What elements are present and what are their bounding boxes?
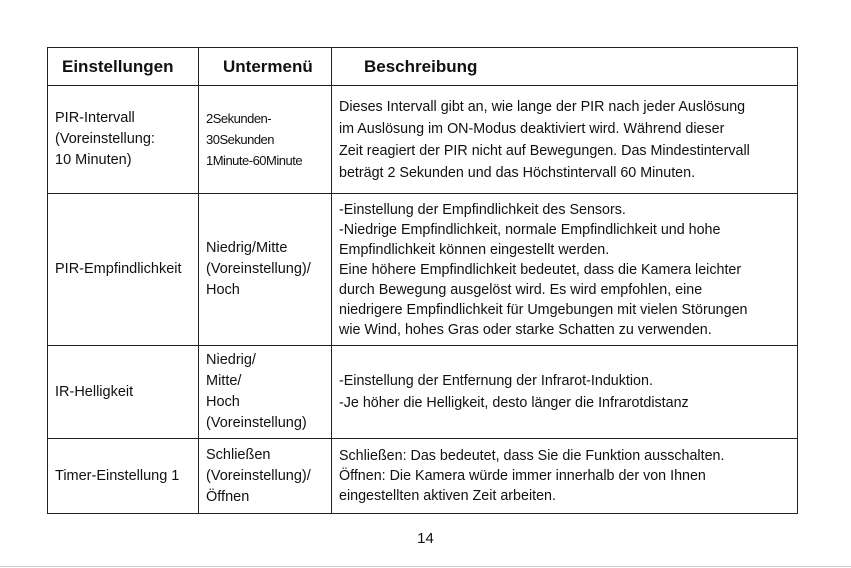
table-row xyxy=(48,346,798,439)
setting-cell xyxy=(48,346,199,439)
submenu-cell xyxy=(199,86,332,194)
page-number: 14 xyxy=(417,530,434,547)
description-line: Zeit reagiert der PIR nicht auf Bewegungen. Das Mindestintervall xyxy=(339,142,750,159)
submenu-line: 1Minute-60Minute xyxy=(206,153,303,168)
header-row xyxy=(48,48,798,86)
description-line: Empfindlichkeit können eingestellt werden. xyxy=(339,241,610,258)
submenu-cell xyxy=(199,194,332,346)
description-line: Schließen: Das bedeutet, dass Sie die Funktion ausschalten. xyxy=(339,448,725,464)
submenu-line: Mitte/ xyxy=(206,373,242,389)
table-row xyxy=(48,439,798,514)
setting-line: IR-Helligkeit xyxy=(55,383,134,400)
table-row xyxy=(48,86,798,194)
setting-line: Timer-Einstellung 1 xyxy=(55,467,180,484)
description-line: im Auslösung im ON-Modus deaktiviert wird. Während dieser xyxy=(339,120,725,137)
description-line: Eine höhere Empfindlichkeit bedeutet, dass die Kamera leichter xyxy=(339,261,742,278)
setting-line: PIR-Empfindlichkeit xyxy=(55,261,182,277)
description-line: eingestellten aktiven Zeit arbeiten. xyxy=(339,488,556,504)
header-submenu: Untermenü xyxy=(199,48,332,86)
description-line: wie Wind, hohes Gras oder starke Schatten zu verwenden. xyxy=(339,321,712,338)
submenu-line: Niedrig/ xyxy=(206,352,256,368)
description-line: -Einstellung der Entfernung der Infrarot-Induktion. xyxy=(339,373,653,389)
description-line: -Je höher die Helligkeit, desto länger die Infrarotdistanz xyxy=(339,395,689,411)
submenu-line: 30Sekunden xyxy=(206,132,275,147)
description-line: durch Bewegung ausgelöst wird. Es wird empfohlen, eine xyxy=(339,281,703,298)
description-line: niedrigere Empfindlichkeit für Umgebungen mit vielen Störungen xyxy=(339,301,748,318)
description-line: beträgt 2 Sekunden und das Höchstintervall 60 Minuten. xyxy=(339,164,696,181)
description-cell xyxy=(332,346,798,439)
description-line: -Niedrige Empfindlichkeit, normale Empfindlichkeit und hohe xyxy=(339,221,721,238)
submenu-line: 2Sekunden- xyxy=(206,111,272,126)
submenu-line: (Voreinstellung)/ xyxy=(206,467,311,484)
submenu-line: Öffnen xyxy=(206,488,250,505)
description-cell xyxy=(332,194,798,346)
setting-cell xyxy=(48,439,199,514)
description-line: Dieses Intervall gibt an, wie lange der PIR nach jeder Auslösung xyxy=(339,98,746,115)
submenu-line: Schließen xyxy=(206,446,271,463)
setting-line: PIR-Intervall xyxy=(55,110,135,126)
setting-line: 10 Minuten) xyxy=(55,152,132,168)
settings-table xyxy=(47,47,798,514)
submenu-cell xyxy=(199,346,332,439)
setting-cell xyxy=(48,86,199,194)
description-cell xyxy=(332,439,798,514)
description-line: Öffnen: Die Kamera würde immer innerhalb der von Ihnen xyxy=(339,468,706,484)
description-line: -Einstellung der Empfindlichkeit des Sensors. xyxy=(339,201,626,218)
submenu-line: Hoch xyxy=(206,282,240,298)
submenu-line: (Voreinstellung)/ xyxy=(206,261,311,277)
submenu-line: Hoch xyxy=(206,394,240,410)
page-bottom-divider xyxy=(0,566,851,567)
header-settings: Einstellungen xyxy=(48,48,199,86)
submenu-line: Niedrig/Mitte xyxy=(206,240,288,256)
table-row xyxy=(48,194,798,346)
submenu-cell xyxy=(199,439,332,514)
description-cell xyxy=(332,86,798,194)
submenu-line: (Voreinstellung) xyxy=(206,415,307,431)
setting-line: (Voreinstellung: xyxy=(55,131,155,147)
setting-cell xyxy=(48,194,199,346)
header-description: Beschreibung xyxy=(332,48,798,86)
